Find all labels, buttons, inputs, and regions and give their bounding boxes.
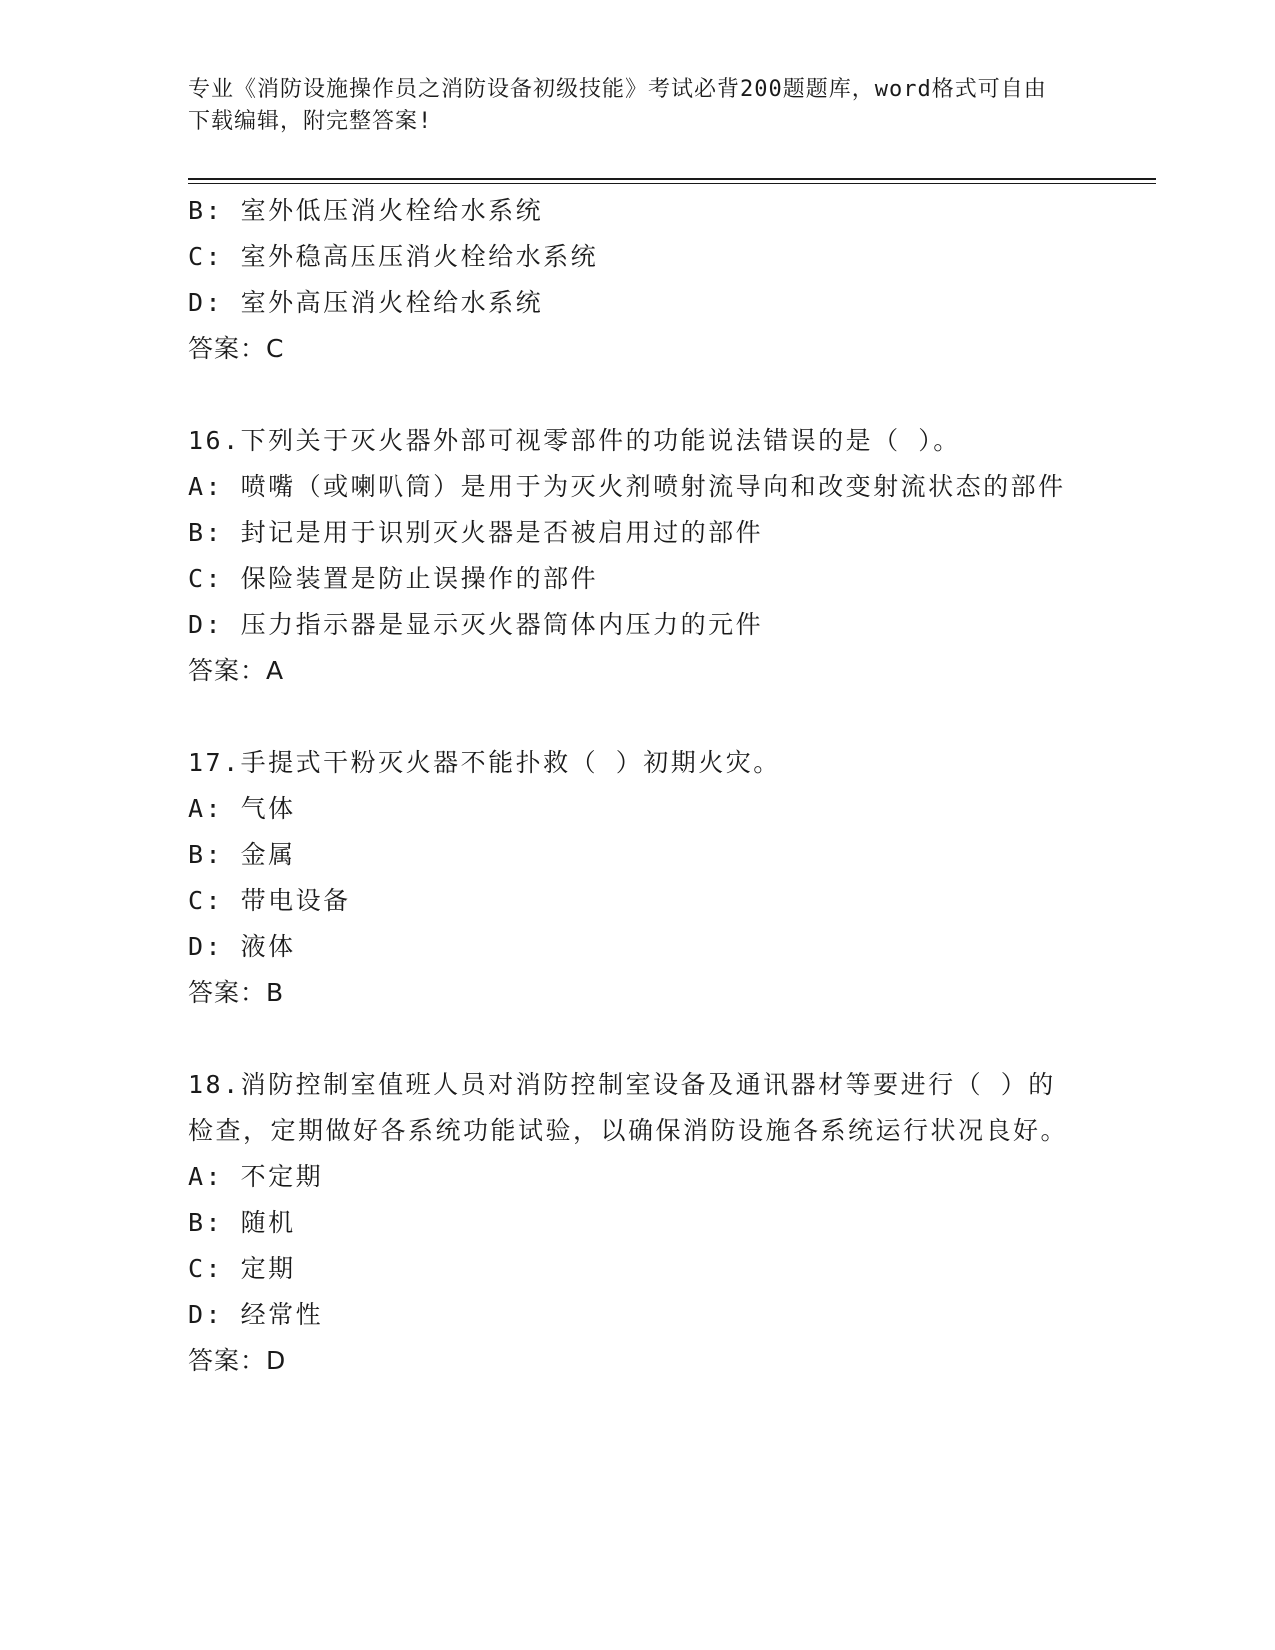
answer-line: 答案：D [188, 1346, 287, 1375]
question-18 [188, 1062, 1078, 1384]
question-15-continued [188, 188, 1078, 372]
question-text: 18.消防控制室值班人员对消防控制室设备及通讯器材等要进行（ ）的检查，定期做好各系统功能试验，以确保消防设施各系统运行状况良好。 [188, 1070, 1069, 1145]
option-b: B: 随机 [188, 1208, 296, 1237]
question-17 [188, 740, 1078, 1016]
option-d: D: 压力指示器是显示灭火器筒体内压力的元件 [188, 610, 764, 639]
question-spacer [188, 694, 1078, 740]
question-spacer [188, 372, 1078, 418]
question-text: 17.手提式干粉灭火器不能扑救（ ）初期火灾。 [188, 748, 781, 777]
option-b: B: 室外低压消火栓给水系统 [188, 196, 544, 225]
option-d: D: 液体 [188, 932, 296, 961]
question-spacer [188, 1016, 1078, 1062]
option-c: C: 保险装置是防止误操作的部件 [188, 564, 599, 593]
option-d: D: 经常性 [188, 1300, 324, 1329]
document-header: 专业《消防设施操作员之消防设备初级技能》考试必背200题题库，word格式可自由下载编辑，附完整答案! [188, 77, 1047, 134]
option-a: A: 气体 [188, 794, 296, 823]
option-d: D: 室外高压消火栓给水系统 [188, 288, 544, 317]
option-b: B: 封记是用于识别灭火器是否被启用过的部件 [188, 518, 764, 547]
option-a: A: 喷嘴（或喇叭筒）是用于为灭火剂喷射流导向和改变射流状态的部件 [188, 472, 1066, 501]
header-rule-thick [188, 178, 1156, 180]
question-body [188, 188, 1078, 1384]
option-c: C: 室外稳高压压消火栓给水系统 [188, 242, 599, 271]
answer-line: 答案：C [188, 334, 285, 363]
option-c: C: 带电设备 [188, 886, 351, 915]
answer-line: 答案：A [188, 656, 285, 685]
option-c: C: 定期 [188, 1254, 296, 1283]
header-rule-thin [188, 183, 1156, 184]
option-b: B: 金属 [188, 840, 296, 869]
question-16 [188, 418, 1078, 694]
question-text: 16.下列关于灭火器外部可视零部件的功能说法错误的是（ ）。 [188, 426, 961, 455]
option-a: A: 不定期 [188, 1162, 324, 1191]
answer-line: 答案：B [188, 978, 285, 1007]
